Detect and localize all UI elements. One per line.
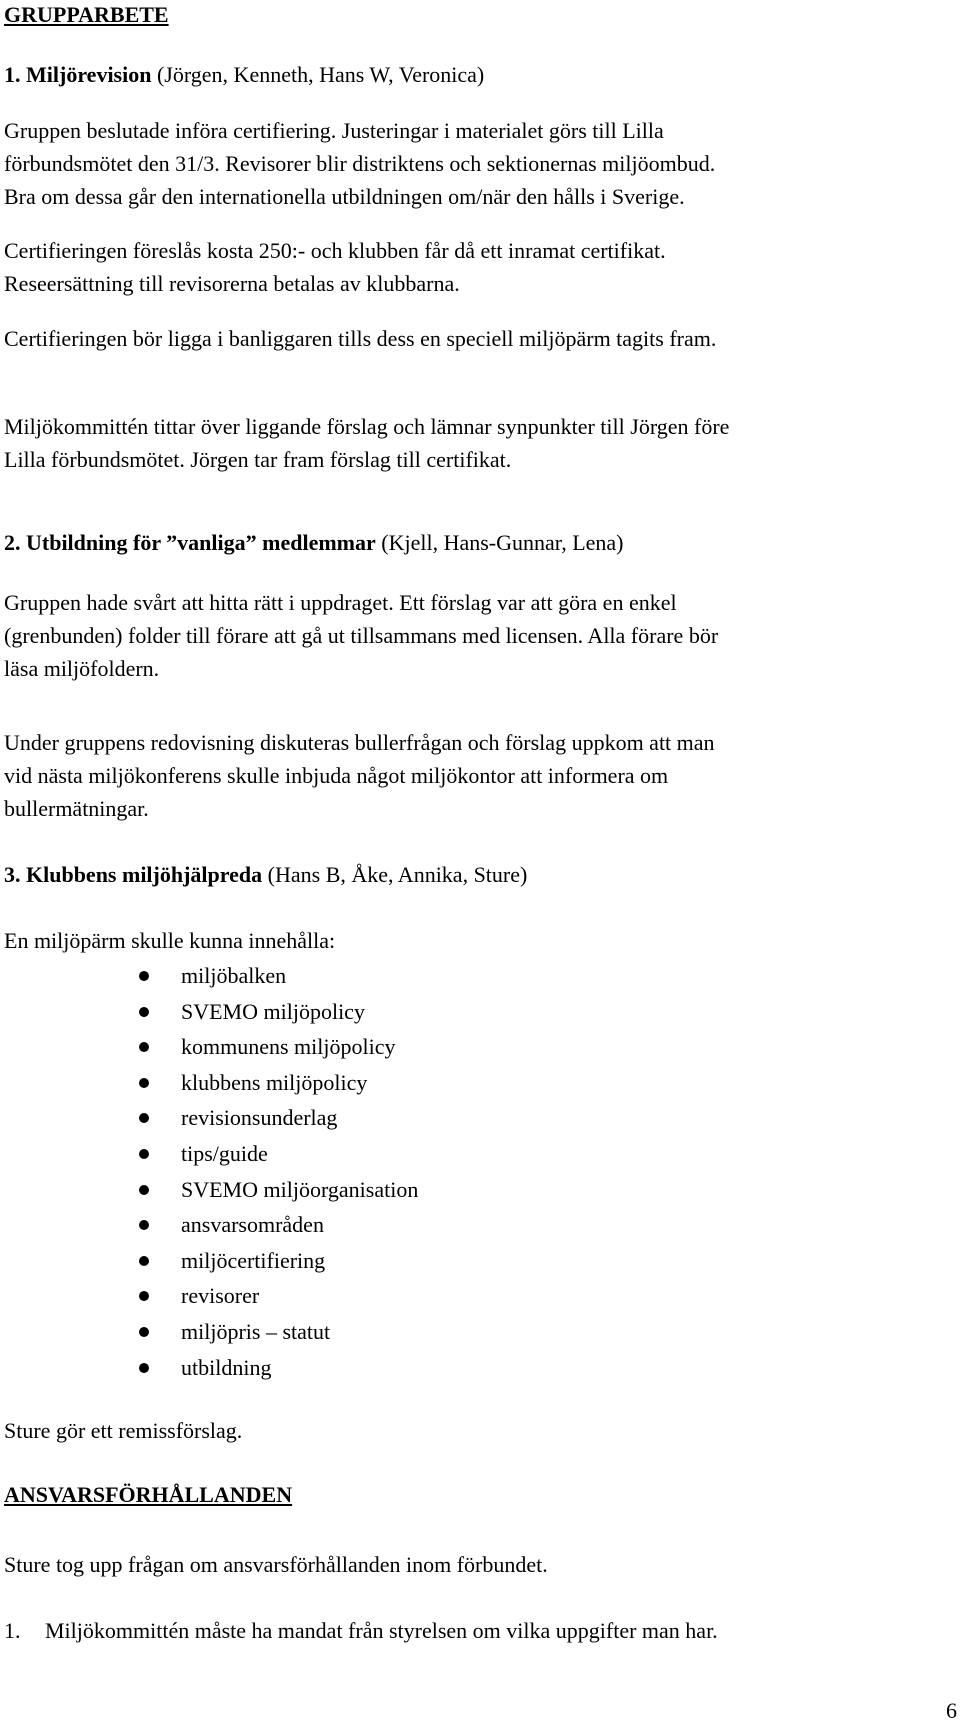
- list-text: Miljökommittén måste ha mandat från styrelsen om vilka uppgifter man har.: [45, 1618, 718, 1643]
- bullet-icon: [139, 1327, 149, 1337]
- text-line: Miljökommittén tittar över liggande förslag och lämnar synpunkter till Jörgen före: [4, 414, 730, 439]
- text-line: bullermätningar.: [4, 796, 149, 821]
- miljoparm-list: [4, 958, 418, 1385]
- page-number: 6: [946, 1698, 957, 1723]
- section-3-intro: En miljöpärm skulle kunna innehålla:: [4, 928, 336, 953]
- list-item: utbildning: [4, 1350, 418, 1386]
- bullet-icon: [139, 1291, 149, 1301]
- section-1-members: (Jörgen, Kenneth, Hans W, Veronica): [156, 62, 485, 87]
- list-item: miljöcertifiering: [4, 1243, 418, 1279]
- bullet-icon: [139, 1256, 149, 1266]
- section-1-title: Miljörevision: [26, 62, 152, 87]
- bullet-icon: [139, 971, 149, 981]
- ansvar-heading: ANSVARSFÖRHÅLLANDEN: [4, 1482, 293, 1507]
- list-item: revisorer: [4, 1278, 418, 1314]
- section-3-closing: Sture gör ett remissförslag.: [4, 1418, 243, 1443]
- section-2-paragraph-2: [4, 726, 904, 825]
- text-line: Reseersättning till revisorerna betalas av klubbarna.: [4, 271, 460, 296]
- section-3-title: Klubbens miljöhjälpreda: [26, 862, 263, 887]
- list-item: SVEMO miljöpolicy: [4, 994, 418, 1030]
- section-2-paragraph-1: [4, 586, 904, 685]
- section-1-heading: [4, 58, 904, 91]
- text-line: Gruppen beslutade införa certifiering. Justeringar i materialet görs till Lilla: [4, 118, 664, 143]
- list-item: klubbens miljöpolicy: [4, 1065, 418, 1101]
- ansvar-text: Sture tog upp frågan om ansvarsförhållanden inom förbundet.: [4, 1552, 548, 1577]
- text-line: Certifieringen bör ligga i banliggaren tills dess en speciell miljöpärm tagits fram.: [4, 326, 717, 351]
- section-3-heading: [4, 858, 904, 891]
- list-item: revisionsunderlag: [4, 1100, 418, 1136]
- section-1-paragraph-1: [4, 114, 904, 213]
- text-line: Under gruppens redovisning diskuteras bullerfrågan och förslag uppkom att man: [4, 730, 715, 755]
- list-item: miljöpris – statut: [4, 1314, 418, 1350]
- text-line: förbundsmötet den 31/3. Revisorer blir distriktens och sektionernas miljöombud.: [4, 151, 716, 176]
- list-item: tips/guide: [4, 1136, 418, 1172]
- section-1-number: 1.: [4, 62, 21, 87]
- section-1-paragraph-2: [4, 234, 904, 300]
- bullet-icon: [139, 1149, 149, 1159]
- bullet-icon: [139, 1363, 149, 1373]
- text-line: (grenbunden) folder till förare att gå ut tillsammans med licensen. Alla förare bör: [4, 623, 719, 648]
- section-2-heading: [4, 526, 904, 559]
- list-item: kommunens miljöpolicy: [4, 1029, 418, 1065]
- text-line: Lilla förbundsmötet. Jörgen tar fram förslag till certifikat.: [4, 447, 512, 472]
- section-2-title: Utbildning för ”vanliga” medlemmar: [26, 530, 376, 555]
- bullet-icon: [139, 1185, 149, 1195]
- bullet-icon: [139, 1007, 149, 1017]
- text-line: Certifieringen föreslås kosta 250:- och klubben får då ett inramat certifikat.: [4, 238, 666, 263]
- section-2-members: (Kjell, Hans-Gunnar, Lena): [381, 530, 624, 555]
- section-1-paragraph-3: [4, 322, 904, 355]
- bullet-icon: [139, 1042, 149, 1052]
- bullet-icon: [139, 1113, 149, 1123]
- text-line: Bra om dessa går den internationella utbildningen om/när den hålls i Sverige.: [4, 184, 685, 209]
- list-number: 1.: [4, 1618, 21, 1643]
- section-3-number: 3.: [4, 862, 21, 887]
- list-item: ansvarsområden: [4, 1207, 418, 1243]
- section-2-number: 2.: [4, 530, 21, 555]
- bullet-icon: [139, 1078, 149, 1088]
- text-line: Gruppen hade svårt att hitta rätt i uppdraget. Ett förslag var att göra en enkel: [4, 590, 677, 615]
- text-line: läsa miljöfoldern.: [4, 656, 160, 681]
- bullet-icon: [139, 1220, 149, 1230]
- list-item: miljöbalken: [4, 958, 418, 994]
- document-title: GRUPPARBETE: [4, 2, 169, 27]
- section-1-paragraph-4: [4, 410, 904, 476]
- list-item: SVEMO miljöorganisation: [4, 1172, 418, 1208]
- text-line: vid nästa miljökonferens skulle inbjuda något miljökontor att informera om: [4, 763, 669, 788]
- section-3-members: (Hans B, Åke, Annika, Sture): [267, 862, 528, 887]
